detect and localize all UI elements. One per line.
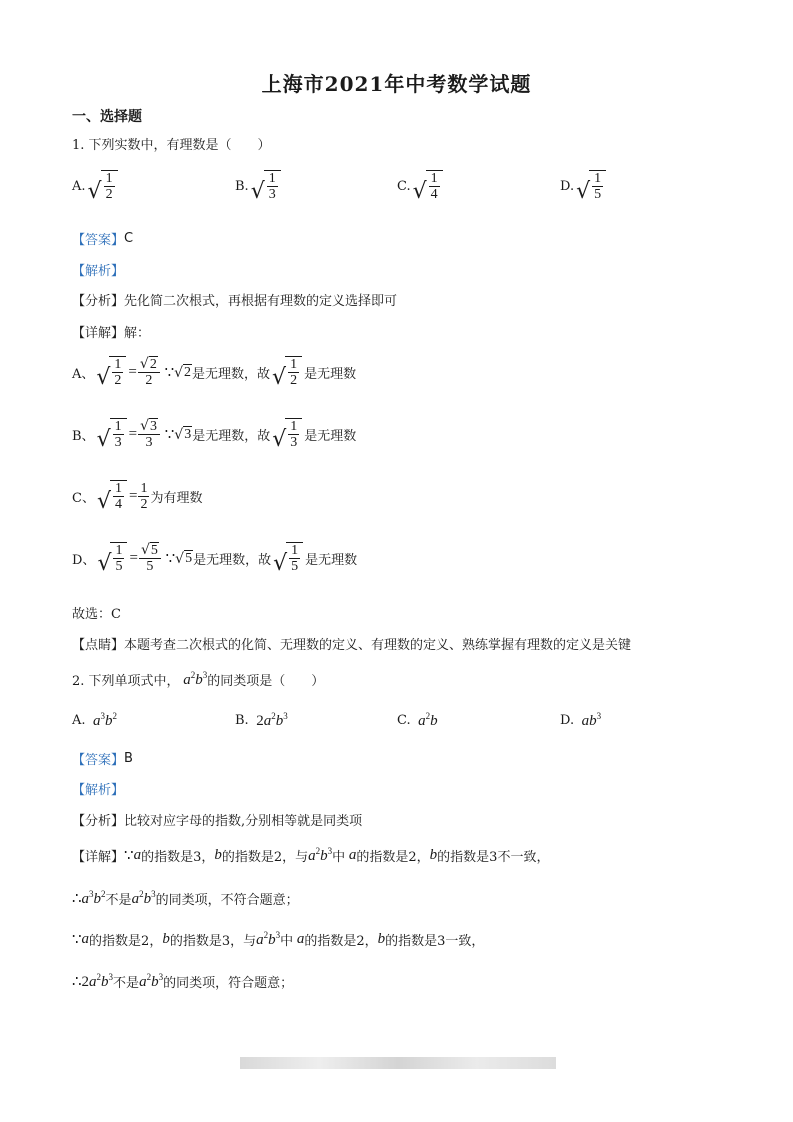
step-label: B、 (72, 428, 95, 444)
rad-body: 5 (185, 550, 193, 566)
q2-detail-1: 【详解】 ∵ a 的指数是3， b 的指数是2，与 $a^2b^3$ 中 a 的指数是2， b 的指数是3不一致， (72, 846, 550, 865)
detail-text: 的指数是3，与 (169, 934, 257, 949)
q1-step-a: A、 √ $\frac{1}{2}$ = √ 2 2 ∵ √ 2 是无理数，故 √ $\frac{1}{2}$ 是无理数 (72, 356, 357, 390)
q1-option-c (397, 170, 445, 203)
fraction: $\frac{1}{2}$ (140, 480, 148, 512)
den: 5 (594, 187, 602, 203)
q1-analysis (72, 290, 397, 309)
den: 2 (105, 187, 113, 203)
q2-analysis (72, 810, 362, 829)
q2-answer (72, 749, 133, 768)
q2-option-c: C. $a^2b$ (397, 711, 438, 729)
answer-value: C (124, 231, 134, 246)
q2-option-d: D. $ab^3$ (560, 711, 602, 729)
step-text: 是无理数，故 (192, 366, 271, 382)
rad-body: 5 (150, 543, 158, 558)
rad-body: 3 (184, 426, 192, 442)
detail-text: 解： (124, 326, 151, 341)
q1-step-d: D、 √ $\frac{1}{5}$ = √ 5 5 ∵ √ 5 是无理数，故 √ $\frac{1}{5}$ 是无理数 (72, 542, 358, 576)
option-label: B. (235, 178, 249, 194)
den: 5 (291, 559, 299, 575)
radical: √ $\frac{1}{2}$ (88, 170, 118, 203)
detail-text: 的同类项，符合题意； (163, 976, 294, 991)
step-label: A、 (72, 366, 95, 382)
step-label: C、 (72, 490, 95, 506)
detail-text: 不是 (105, 893, 132, 908)
q1-option-b (235, 170, 283, 203)
q1-step-b: B、 √ $\frac{1}{3}$ = √ 3 3 ∵ √ 3 是无理数，故 √ $\frac{1}{3}$ 是无理数 (72, 418, 357, 452)
option-label: C. (397, 713, 411, 728)
small-radical: √ 5 (175, 550, 193, 567)
detail-text: 的指数是2，与 (221, 850, 309, 865)
rad-body: 3 (149, 419, 157, 434)
detail-tag: 【详解】 (72, 326, 125, 341)
step-text: 是无理数 (304, 428, 357, 444)
radical: √ $\frac{1}{4}$ (97, 480, 127, 513)
q2-option-a: A. $a^3b^2$ (72, 711, 118, 729)
option-label: B. (235, 713, 249, 728)
q2-detail-4: ∴ $2a^2b^3$ 不是 $a^2b^3$ 的同类项，符合题意； (72, 972, 294, 991)
answer-tag: 【答案】 (72, 233, 125, 248)
detail-text: 的同类项，不符合题意； (155, 893, 299, 908)
q1-detail (72, 322, 150, 341)
rad-body: 2 (149, 357, 157, 372)
detail-text: 的指数是2， (89, 934, 163, 949)
q2-stem: 2. 下列单项式中， $a^2b^3$ 的同类项是（ ） (72, 670, 325, 689)
detail-text: 的指数是3不一致， (437, 850, 550, 865)
stem-post: 的同类项是（ ） (207, 674, 325, 689)
step-text: 是无理数，故 (192, 428, 271, 444)
jiexi-tag: 【解析】 (72, 783, 125, 798)
analysis-text: 比较对应字母的指数,分别相等就是同类项 (124, 814, 363, 829)
detail-text: 的指数是3， (141, 850, 215, 865)
den: 5 (115, 559, 123, 575)
radical: √ $\frac{1}{3}$ (251, 170, 281, 203)
step-text: 是无理数，故 (193, 552, 272, 568)
q2-option-b: B. $2a^2b^3$ (235, 711, 288, 729)
q2-detail-2: ∴ $a^3b^2$ 不是 $a^2b^3$ 的同类项，不符合题意； (72, 889, 299, 908)
section-heading: 一、选择题 (72, 109, 142, 125)
comment-text: 本题考查二次根式的化简、无理数的定义、有理数的定义、熟练掌握有理数的定义是关键 (124, 638, 632, 653)
radical: √ $\frac{1}{4}$ (413, 170, 443, 203)
step-text: 是无理数 (304, 366, 357, 382)
detail-text: 的指数是2， (304, 934, 378, 949)
option-label: D. (560, 178, 575, 194)
radical: √ $\frac{1}{2}$ (96, 356, 126, 389)
small-radical: √ 2 (174, 364, 192, 381)
rad-body: 2 (184, 364, 192, 380)
den: 3 (145, 435, 153, 451)
den: 2 (290, 373, 298, 389)
radical: √ $\frac{1}{2}$ (272, 356, 302, 389)
den: 2 (114, 373, 122, 389)
blurred-footer-watermark (240, 1057, 556, 1069)
q1-option-d (560, 170, 608, 203)
answer-value: B (124, 751, 133, 766)
option-label: C. (397, 178, 411, 194)
den: 5 (146, 559, 154, 575)
detail-tag: 【详解】 (72, 850, 125, 865)
detail-text: 的指数是3一致， (385, 934, 485, 949)
radical: √ $\frac{1}{5}$ (576, 170, 606, 203)
page-title: 上海市2021年中考数学试题 (261, 72, 532, 96)
answer-tag: 【答案】 (72, 753, 125, 768)
detail-text: 中 (280, 934, 294, 949)
q2-jiexi (72, 779, 124, 798)
den: 4 (430, 187, 438, 203)
q1-conclusion: 故选：C (72, 607, 121, 622)
detail-text: 不是 (113, 976, 140, 991)
fraction: √ 3 3 (138, 418, 160, 451)
step-label: D、 (72, 552, 96, 568)
option-label: A. (72, 713, 86, 728)
q1-answer (72, 229, 133, 248)
radical: √ $\frac{1}{5}$ (273, 542, 303, 575)
detail-text: 中 (332, 850, 346, 865)
den: 4 (114, 497, 122, 513)
step-text: 为有理数 (150, 490, 203, 506)
radical: √ $\frac{1}{3}$ (97, 418, 127, 451)
jiexi-tag: 【解析】 (72, 264, 125, 279)
den: 3 (268, 187, 276, 203)
radical: √ $\frac{1}{5}$ (97, 542, 127, 575)
den: 2 (145, 373, 153, 389)
fraction: √ 5 5 (139, 542, 161, 575)
step-text: 是无理数 (305, 552, 358, 568)
analysis-tag: 【分析】 (72, 814, 125, 829)
option-label: A. (72, 178, 86, 194)
analysis-text: 先化简二次根式，再根据有理数的定义选择即可 (124, 294, 398, 309)
den: 3 (290, 435, 298, 451)
fraction: √ 2 2 (138, 356, 160, 389)
radical: √ $\frac{1}{3}$ (272, 418, 302, 451)
q1-jiexi (72, 260, 124, 279)
q1-stem: 1. 下列实数中，有理数是（ ） (72, 138, 271, 153)
q1-comment (72, 634, 631, 653)
q1-option-a (72, 170, 120, 203)
detail-text: 的指数是2， (356, 850, 430, 865)
analysis-tag: 【分析】 (72, 294, 125, 309)
den: 3 (114, 435, 122, 451)
stem-pre: 2. 下列单项式中， (72, 674, 180, 689)
comment-tag: 【点睛】 (72, 638, 125, 653)
option-label: D. (560, 713, 575, 728)
q1-step-c: C、 √ $\frac{1}{4}$ = $\frac{1}{2}$ 为有理数 (72, 480, 203, 514)
q2-detail-3: ∵ a 的指数是2， b 的指数是3，与 $a^2b^3$ 中 a 的指数是2， b 的指数是3一致， (72, 930, 485, 949)
small-radical: √ 3 (174, 426, 192, 443)
